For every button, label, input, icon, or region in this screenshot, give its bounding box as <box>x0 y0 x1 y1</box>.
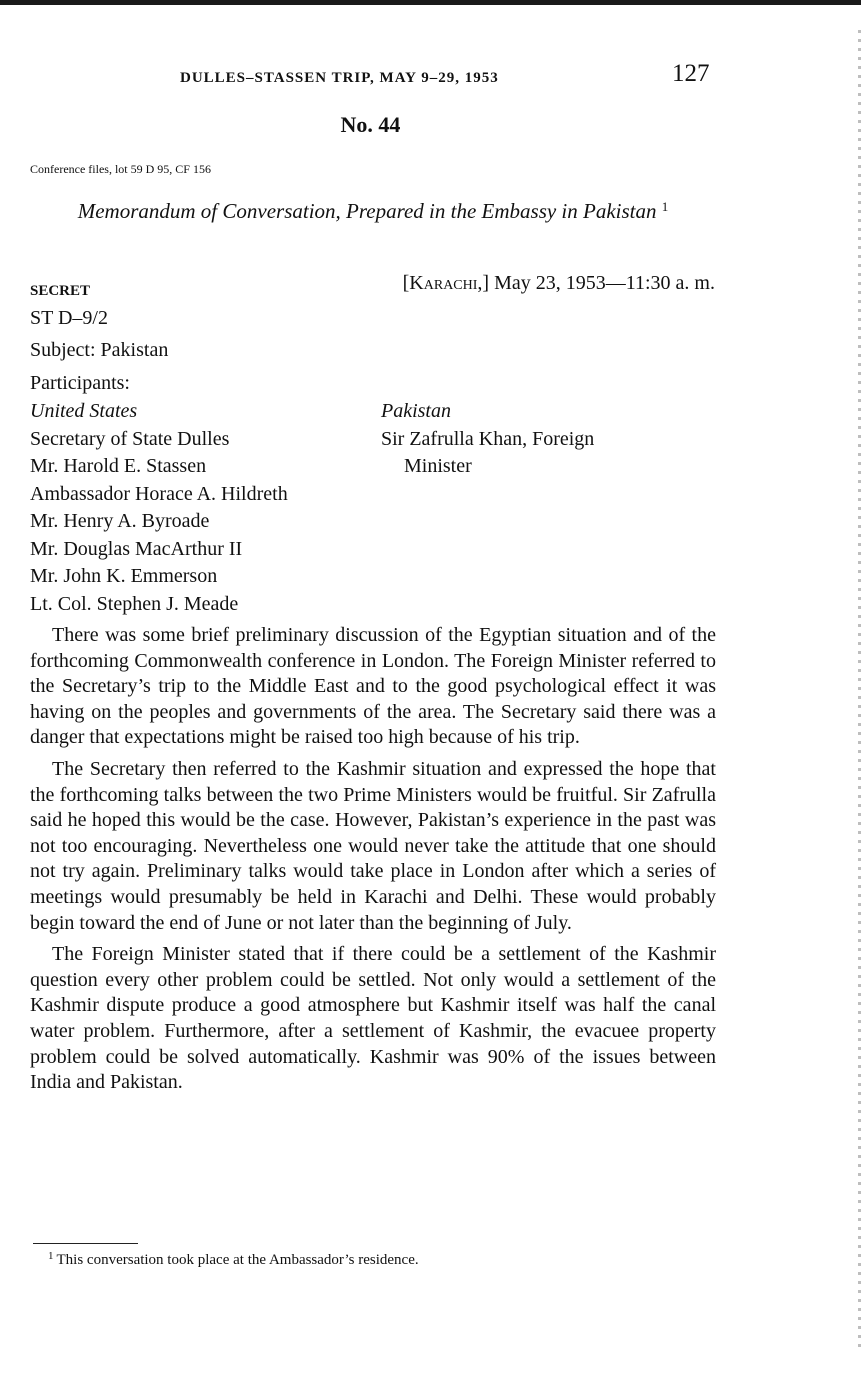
place: [Karachi,] <box>402 272 490 294</box>
participant-name: Mr. Douglas MacArthur II <box>30 537 243 560</box>
pakistan-heading: Pakistan <box>381 400 451 422</box>
participant-name: Mr. John K. Emmerson <box>30 565 218 587</box>
document-title <box>30 193 716 225</box>
classification-marking: SECRET <box>30 283 91 299</box>
footnote-mark: 1 <box>48 1250 54 1262</box>
participant-name: Mr. Henry A. Byroade <box>30 510 210 532</box>
participant-name: Ambassador Horace A. Hildreth <box>30 482 288 505</box>
document-number: No. 44 <box>340 112 401 137</box>
participants-label: Participants: <box>30 372 130 394</box>
body-paragraph: The Secretary then referred to the Kashmir situation and expressed the hope that the forthcoming talks between the two Prime Ministers would be fruitful. Sir Zafrulla said he hoped this would be the case. However, Pakistan’s experience in the past was not too encouraging. Nevertheless one would never take the attitude that one should not try again. Preliminary talks would take place in London after which a series of meetings would presumably be held in Karachi and Delhi. These would probably begin toward the end of June or not later than the beginning of July. <box>30 757 716 934</box>
participant-name: Mr. Harold E. Stassen <box>30 455 207 477</box>
subject-line: Subject: Pakistan <box>30 339 169 361</box>
page-number: 127 <box>672 60 710 87</box>
participants-pakistan <box>381 398 594 481</box>
document-code: ST D–9/2 <box>30 307 108 329</box>
participants-united-states <box>30 398 288 618</box>
participant-name-continued: Minister <box>404 455 472 477</box>
footnote-text: This conversation took place at the Ambassador’s residence. <box>56 1252 419 1268</box>
footnote <box>48 1250 419 1269</box>
document-title-text: Memorandum of Conversation, Prepared in the Embassy in Pakistan <box>77 199 657 223</box>
participant-name: Lt. Col. Stephen J. Meade <box>30 592 239 615</box>
body-paragraph: There was some brief preliminary discussion of the Egyptian situation and of the forthcoming Commonwealth conference in London. The Foreign Minister referred to the Secretary’s trip to the Middle East and to the good psychological effect it was having on the peoples and governments of the area. The Secretary said there was a danger that expectations might be raised too high because of his trip. <box>30 624 716 749</box>
participant-name: Sir Zafrulla Khan, Foreign <box>381 427 595 450</box>
footnote-divider <box>33 1243 138 1244</box>
memorandum-body <box>30 623 716 1102</box>
running-head: DULLES–STASSEN TRIP, MAY 9–29, 1953 <box>180 70 499 86</box>
united-states-list <box>30 426 288 619</box>
united-states-heading: United States <box>30 400 138 422</box>
title-footnote-ref: 1 <box>661 199 669 214</box>
pakistan-list <box>381 426 594 481</box>
body-paragraph: The Foreign Minister stated that if there could be a settlement of the Kashmir question every other problem could be settled. Not only would a settlement of the Kashmir dispute produce a good atmosphere but Kashmir itself was half the canal water problem. Furthermore, after a settlement of Kashmir, the evacuee property problem could be solved automatically. Kashmir was 90% of the issues between India and Pakistan. <box>30 943 716 1094</box>
date-time: May 23, 1953—11:30 a. m. <box>494 272 715 294</box>
place-date-line <box>403 272 715 295</box>
participant-name: Secretary of State Dulles <box>30 427 230 450</box>
source-note: Conference files, lot 59 D 95, CF 156 <box>30 162 211 176</box>
top-edge-rule <box>0 0 861 5</box>
